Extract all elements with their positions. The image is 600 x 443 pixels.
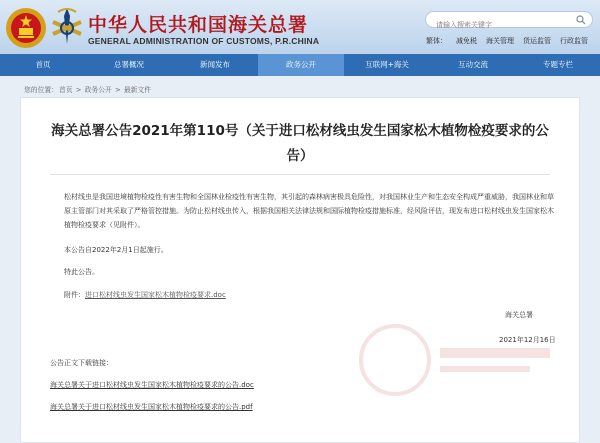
article-title: 海关总署公告2021年第110号（关于进口松材线虫发生国家松木植物检疫要求的公告）	[51, 123, 549, 164]
site-title-cn: 中华人民共和国海关总署	[88, 14, 309, 36]
nav-item-internet-customs[interactable]: 互联网+海关	[365, 60, 409, 69]
nav-item-overview[interactable]: 总署概况	[114, 60, 144, 69]
nav-item-home[interactable]: 首页	[35, 60, 51, 69]
customs-logo-icon	[48, 4, 86, 50]
breadcrumb-item-home[interactable]: 首页	[58, 86, 73, 94]
site-title-en: GENERAL ADMINISTRATION OF CUSTOMS, P.R.CHINA	[88, 36, 320, 46]
nav-item-news[interactable]: 新闻发布	[200, 60, 230, 69]
download-link-doc[interactable]: 海关总署关于进口松材线虫发生国家松木植物检疫要求的公告.doc	[50, 381, 254, 389]
nav-item-special-topics[interactable]: 专题专栏	[543, 60, 573, 69]
breadcrumb-item-government-affairs[interactable]: 政务公开	[84, 86, 112, 94]
article-paragraph: 松材线虫是我国进境植物检疫性有害生物和全国林业检疫性有害生物，其引起的森林病害极具危险性，对我国林业生产和生态安全构成严重威胁，我国林业和草原主管部门对其采取了严格管控措施。为防止松材线虫传入，根据我国相关法律法规和国际植物检疫措施标准，经风险评估，现发布进口松材线虫发生国家松木植物检疫要求（见附件）。	[64, 193, 554, 229]
breadcrumb-prefix: 您的位置：	[24, 86, 58, 94]
quick-link-customs-management[interactable]: 海关管理	[486, 37, 514, 45]
attachment-row	[64, 290, 226, 300]
main-nav	[0, 54, 600, 76]
publish-date: 2021年12月16日	[499, 336, 556, 344]
breadcrumb	[24, 84, 152, 94]
national-emblem-icon	[4, 6, 48, 50]
quick-link-admin-supervision[interactable]: 行政监管	[560, 37, 588, 45]
breadcrumb-separator: >	[112, 86, 123, 94]
nav-item-government-affairs[interactable]: 政务公开	[258, 54, 344, 76]
quick-link-tax-reduction[interactable]: 减免税	[456, 37, 477, 45]
signature: 海关总署	[505, 311, 533, 319]
breadcrumb-separator: >	[73, 86, 84, 94]
quick-link-traditional[interactable]: 繁体：	[426, 37, 447, 45]
quick-links	[426, 36, 588, 46]
attachment-label: 附件：	[64, 291, 85, 299]
nav-item-interaction[interactable]: 互动交流	[458, 60, 488, 69]
title-divider	[50, 174, 550, 175]
search-input[interactable]	[426, 18, 566, 33]
search-box	[425, 11, 593, 28]
download-heading: 公告正文下载链接：	[50, 359, 113, 367]
breadcrumb-item-latest-files[interactable]: 最新文件	[123, 86, 152, 94]
download-link-pdf[interactable]: 海关总署关于进口松材线虫发生国家松木植物检疫要求的公告.pdf	[50, 403, 253, 411]
article-effective-date: 本公告自2022年2月1日起施行。	[64, 246, 168, 254]
search-icon[interactable]	[576, 15, 586, 25]
site-header	[0, 0, 600, 54]
article-closing: 特此公告。	[64, 268, 99, 276]
attachment-link[interactable]: 进口松材线虫发生国家松木植物检疫要求.doc	[85, 291, 226, 299]
quick-link-freight-supervision[interactable]: 货运监管	[523, 37, 551, 45]
